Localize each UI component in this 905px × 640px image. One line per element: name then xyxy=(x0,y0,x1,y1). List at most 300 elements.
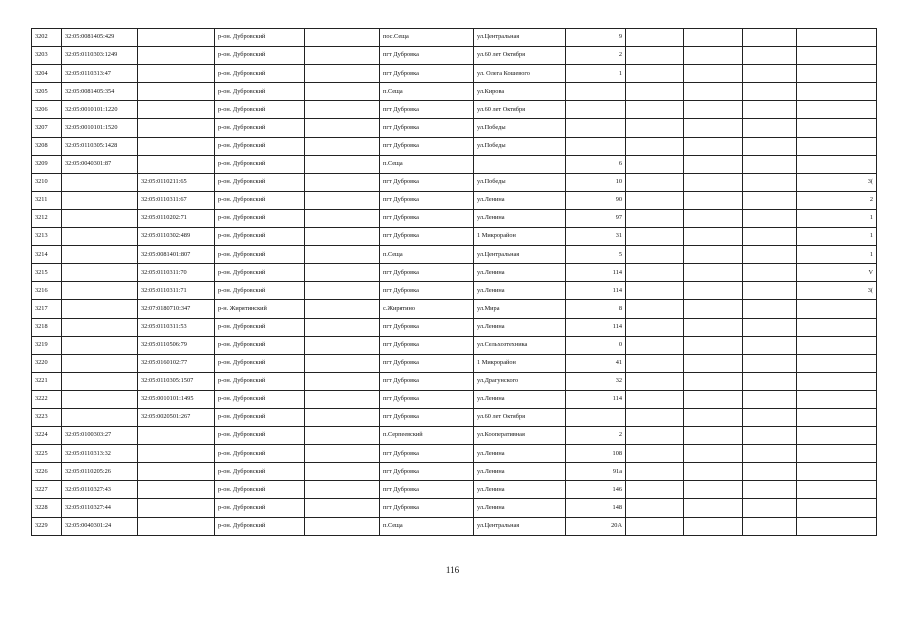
cadastral-number-cell xyxy=(62,372,138,390)
street-cell xyxy=(474,155,566,173)
empty-cell xyxy=(305,390,380,408)
extra-cell-2 xyxy=(684,209,743,227)
extra-cell-3 xyxy=(743,517,797,535)
district-cell: р-он. Дубровский xyxy=(215,119,305,137)
extra-cell-2 xyxy=(684,173,743,191)
district-cell: р-он. Дубровский xyxy=(215,83,305,101)
extra-cell-3 xyxy=(743,336,797,354)
extra-cell-3 xyxy=(743,282,797,300)
table-row xyxy=(32,282,877,300)
empty-cell xyxy=(305,228,380,246)
row-number-cell: 3218 xyxy=(32,318,62,336)
row-number-cell: 3219 xyxy=(32,336,62,354)
empty-cell xyxy=(305,282,380,300)
extra-cell-2 xyxy=(684,228,743,246)
street-cell: ул.Ленина xyxy=(474,318,566,336)
street-cell: ул.Ленина xyxy=(474,499,566,517)
table-row xyxy=(32,101,877,119)
cadastral-number-alt-cell xyxy=(138,137,215,155)
cadastral-number-cell xyxy=(62,209,138,227)
district-cell: р-он. Дубровский xyxy=(215,372,305,390)
extra-cell-1 xyxy=(626,29,684,47)
table-row xyxy=(32,209,877,227)
settlement-cell: пгт Дубровка xyxy=(380,481,474,499)
cadastral-number-alt-cell: 32:05:0110311:53 xyxy=(138,318,215,336)
extra-cell-3 xyxy=(743,173,797,191)
extra-cell-2 xyxy=(684,264,743,282)
house-number-cell: 31 xyxy=(566,228,626,246)
cadastral-number-alt-cell xyxy=(138,101,215,119)
table-row xyxy=(32,228,877,246)
extra-cell-4: 1 xyxy=(797,228,877,246)
street-cell: ул.Драгунского xyxy=(474,372,566,390)
street-cell: ул.Ленина xyxy=(474,209,566,227)
cadastral-number-alt-cell xyxy=(138,29,215,47)
row-number-cell: 3203 xyxy=(32,47,62,65)
extra-cell-3 xyxy=(743,390,797,408)
cadastral-number-alt-cell xyxy=(138,47,215,65)
row-number-cell: 3229 xyxy=(32,517,62,535)
cadastral-number-alt-cell xyxy=(138,65,215,83)
extra-cell-3 xyxy=(743,372,797,390)
house-number-cell: 1 xyxy=(566,65,626,83)
street-cell: ул.Ленина xyxy=(474,264,566,282)
table-row xyxy=(32,318,877,336)
extra-cell-4 xyxy=(797,408,877,426)
empty-cell xyxy=(305,101,380,119)
empty-cell xyxy=(305,173,380,191)
extra-cell-4 xyxy=(797,336,877,354)
cadastral-number-alt-cell: 32:05:0110311:67 xyxy=(138,191,215,209)
extra-cell-1 xyxy=(626,47,684,65)
extra-cell-1 xyxy=(626,427,684,445)
settlement-cell: пгт Дубровка xyxy=(380,173,474,191)
district-cell: р-он. Дубровский xyxy=(215,264,305,282)
extra-cell-2 xyxy=(684,191,743,209)
extra-cell-2 xyxy=(684,463,743,481)
extra-cell-4 xyxy=(797,372,877,390)
cadastral-number-alt-cell: 32:05:0110305:1507 xyxy=(138,372,215,390)
extra-cell-4 xyxy=(797,354,877,372)
extra-cell-4 xyxy=(797,463,877,481)
empty-cell xyxy=(305,65,380,83)
house-number-cell: 6 xyxy=(566,155,626,173)
settlement-cell: пос.Сеща xyxy=(380,29,474,47)
settlement-cell: пгт Дубровка xyxy=(380,390,474,408)
empty-cell xyxy=(305,427,380,445)
cadastral-number-cell: 32:05:0100303:27 xyxy=(62,427,138,445)
street-cell: ул.Центральная xyxy=(474,517,566,535)
row-number-cell: 3222 xyxy=(32,390,62,408)
cadastral-number-alt-cell: 32:07:0180710:347 xyxy=(138,300,215,318)
extra-cell-3 xyxy=(743,191,797,209)
registry-table-sheet xyxy=(31,28,876,536)
extra-cell-3 xyxy=(743,300,797,318)
extra-cell-3 xyxy=(743,354,797,372)
extra-cell-2 xyxy=(684,427,743,445)
house-number-cell: 32 xyxy=(566,372,626,390)
street-cell: ул.Победы xyxy=(474,173,566,191)
extra-cell-1 xyxy=(626,408,684,426)
house-number-cell xyxy=(566,101,626,119)
house-number-cell: 90 xyxy=(566,191,626,209)
street-cell: ул.Ленина xyxy=(474,191,566,209)
extra-cell-2 xyxy=(684,354,743,372)
extra-cell-2 xyxy=(684,47,743,65)
house-number-cell xyxy=(566,119,626,137)
district-cell: р-он. Дубровский xyxy=(215,191,305,209)
extra-cell-2 xyxy=(684,282,743,300)
table-row xyxy=(32,517,877,535)
empty-cell xyxy=(305,499,380,517)
district-cell: р-он. Дубровский xyxy=(215,427,305,445)
house-number-cell: 10 xyxy=(566,173,626,191)
extra-cell-3 xyxy=(743,264,797,282)
table-row xyxy=(32,463,877,481)
settlement-cell: пгт Дубровка xyxy=(380,408,474,426)
extra-cell-1 xyxy=(626,137,684,155)
row-number-cell: 3224 xyxy=(32,427,62,445)
extra-cell-3 xyxy=(743,481,797,499)
street-cell: 1 Микрорайон xyxy=(474,228,566,246)
table-row xyxy=(32,155,877,173)
street-cell: ул.Ленина xyxy=(474,390,566,408)
street-cell: ул.Ленина xyxy=(474,445,566,463)
cadastral-number-cell: 32:05:0081405:429 xyxy=(62,29,138,47)
row-number-cell: 3213 xyxy=(32,228,62,246)
row-number-cell: 3217 xyxy=(32,300,62,318)
district-cell: р-он. Дубровский xyxy=(215,499,305,517)
extra-cell-1 xyxy=(626,499,684,517)
settlement-cell: пгт Дубровка xyxy=(380,65,474,83)
house-number-cell xyxy=(566,83,626,101)
cadastral-number-cell: 32:05:0110205:26 xyxy=(62,463,138,481)
settlement-cell: пгт Дубровка xyxy=(380,354,474,372)
extra-cell-4 xyxy=(797,155,877,173)
extra-cell-4: 1 xyxy=(797,246,877,264)
row-number-cell: 3212 xyxy=(32,209,62,227)
extra-cell-4 xyxy=(797,445,877,463)
extra-cell-2 xyxy=(684,65,743,83)
cadastral-number-alt-cell: 32:05:0081401:807 xyxy=(138,246,215,264)
cadastral-number-alt-cell xyxy=(138,481,215,499)
cadastral-number-alt-cell: 32:05:0110211:65 xyxy=(138,173,215,191)
table-row xyxy=(32,499,877,517)
cadastral-number-alt-cell: 32:05:0020501:267 xyxy=(138,408,215,426)
settlement-cell: пгт Дубровка xyxy=(380,191,474,209)
empty-cell xyxy=(305,300,380,318)
extra-cell-4 xyxy=(797,29,877,47)
house-number-cell: 114 xyxy=(566,318,626,336)
empty-cell xyxy=(305,83,380,101)
street-cell: ул.60 лет Октября xyxy=(474,101,566,119)
table-row xyxy=(32,264,877,282)
extra-cell-1 xyxy=(626,282,684,300)
extra-cell-3 xyxy=(743,29,797,47)
row-number-cell: 3215 xyxy=(32,264,62,282)
table-row xyxy=(32,29,877,47)
cadastral-number-alt-cell xyxy=(138,119,215,137)
extra-cell-2 xyxy=(684,372,743,390)
house-number-cell: 5 xyxy=(566,246,626,264)
settlement-cell: п.Серпеевский xyxy=(380,427,474,445)
extra-cell-1 xyxy=(626,517,684,535)
cadastral-number-cell: 32:05:0110303:1249 xyxy=(62,47,138,65)
row-number-cell: 3221 xyxy=(32,372,62,390)
empty-cell xyxy=(305,481,380,499)
settlement-cell: п.Сеща xyxy=(380,517,474,535)
street-cell: ул.Центральная xyxy=(474,29,566,47)
row-number-cell: 3209 xyxy=(32,155,62,173)
extra-cell-3 xyxy=(743,83,797,101)
extra-cell-2 xyxy=(684,155,743,173)
district-cell: р-он. Дубровский xyxy=(215,390,305,408)
row-number-cell: 3216 xyxy=(32,282,62,300)
empty-cell xyxy=(305,246,380,264)
cadastral-number-cell: 32:05:0110327:43 xyxy=(62,481,138,499)
extra-cell-3 xyxy=(743,463,797,481)
settlement-cell: пгт Дубровка xyxy=(380,445,474,463)
house-number-cell: 114 xyxy=(566,282,626,300)
street-cell: ул.60 лет Октября xyxy=(474,47,566,65)
street-cell: ул.Ленина xyxy=(474,463,566,481)
cadastral-number-alt-cell xyxy=(138,445,215,463)
house-number-cell xyxy=(566,137,626,155)
settlement-cell: пгт Дубровка xyxy=(380,137,474,155)
settlement-cell: пгт Дубровка xyxy=(380,499,474,517)
extra-cell-1 xyxy=(626,119,684,137)
cadastral-number-cell: 32:05:0110313:47 xyxy=(62,65,138,83)
table-row xyxy=(32,427,877,445)
empty-cell xyxy=(305,137,380,155)
extra-cell-1 xyxy=(626,83,684,101)
extra-cell-3 xyxy=(743,246,797,264)
table-row xyxy=(32,119,877,137)
settlement-cell: п.Сеща xyxy=(380,246,474,264)
extra-cell-2 xyxy=(684,119,743,137)
settlement-cell: п.Сеща xyxy=(380,83,474,101)
extra-cell-4 xyxy=(797,83,877,101)
cadastral-number-cell: 32:05:0010101:1220 xyxy=(62,101,138,119)
settlement-cell: пгт Дубровка xyxy=(380,101,474,119)
settlement-cell: пгт Дубровка xyxy=(380,463,474,481)
cadastral-number-cell: 32:05:0110313:32 xyxy=(62,445,138,463)
cadastral-number-cell xyxy=(62,173,138,191)
cadastral-number-cell xyxy=(62,390,138,408)
extra-cell-1 xyxy=(626,481,684,499)
district-cell: р-он. Дубровский xyxy=(215,517,305,535)
extra-cell-4 xyxy=(797,101,877,119)
street-cell: ул. Олега Кошевого xyxy=(474,65,566,83)
house-number-cell: 146 xyxy=(566,481,626,499)
extra-cell-4 xyxy=(797,65,877,83)
extra-cell-1 xyxy=(626,209,684,227)
extra-cell-4 xyxy=(797,517,877,535)
empty-cell xyxy=(305,445,380,463)
house-number-cell: 108 xyxy=(566,445,626,463)
street-cell: ул.Сельхозтехника xyxy=(474,336,566,354)
extra-cell-4 xyxy=(797,499,877,517)
extra-cell-1 xyxy=(626,246,684,264)
cadastral-number-cell: 32:05:0040301:87 xyxy=(62,155,138,173)
table-row xyxy=(32,408,877,426)
settlement-cell: пгт Дубровка xyxy=(380,228,474,246)
district-cell: р-он. Дубровский xyxy=(215,209,305,227)
cadastral-number-cell: 32:05:0081405:354 xyxy=(62,83,138,101)
settlement-cell: пгт Дубровка xyxy=(380,264,474,282)
district-cell: р-он. Дубровский xyxy=(215,481,305,499)
district-cell: р-он. Дубровский xyxy=(215,29,305,47)
settlement-cell: пгт Дубровка xyxy=(380,209,474,227)
extra-cell-4 xyxy=(797,47,877,65)
cadastral-number-alt-cell: 32:05:0110311:71 xyxy=(138,282,215,300)
extra-cell-4 xyxy=(797,137,877,155)
extra-cell-4: V xyxy=(797,264,877,282)
row-number-cell: 3226 xyxy=(32,463,62,481)
house-number-cell: 9 xyxy=(566,29,626,47)
district-cell: р-он. Дубровский xyxy=(215,173,305,191)
district-cell: р-он. Дубровский xyxy=(215,408,305,426)
extra-cell-3 xyxy=(743,408,797,426)
extra-cell-1 xyxy=(626,173,684,191)
cadastral-number-cell xyxy=(62,228,138,246)
district-cell: р-он. Дубровский xyxy=(215,318,305,336)
extra-cell-1 xyxy=(626,463,684,481)
cadastral-number-cell xyxy=(62,282,138,300)
table-row xyxy=(32,300,877,318)
cadastral-number-cell xyxy=(62,408,138,426)
extra-cell-4 xyxy=(797,318,877,336)
cadastral-number-cell xyxy=(62,318,138,336)
extra-cell-2 xyxy=(684,408,743,426)
extra-cell-1 xyxy=(626,354,684,372)
extra-cell-3 xyxy=(743,445,797,463)
settlement-cell: пгт Дубровка xyxy=(380,282,474,300)
cadastral-number-cell xyxy=(62,336,138,354)
cadastral-number-alt-cell: 32:05:0010101:1495 xyxy=(138,390,215,408)
extra-cell-3 xyxy=(743,228,797,246)
district-cell: р-он. Дубровский xyxy=(215,228,305,246)
row-number-cell: 3227 xyxy=(32,481,62,499)
row-number-cell: 3211 xyxy=(32,191,62,209)
cadastral-number-alt-cell xyxy=(138,427,215,445)
table-row xyxy=(32,336,877,354)
extra-cell-4 xyxy=(797,481,877,499)
district-cell: р-он. Дубровский xyxy=(215,155,305,173)
house-number-cell: 20А xyxy=(566,517,626,535)
extra-cell-4: 3( xyxy=(797,282,877,300)
house-number-cell: 8 xyxy=(566,300,626,318)
row-number-cell: 3207 xyxy=(32,119,62,137)
empty-cell xyxy=(305,209,380,227)
street-cell: ул.60 лет Октября xyxy=(474,408,566,426)
district-cell: р-он. Дубровский xyxy=(215,463,305,481)
table-row xyxy=(32,445,877,463)
extra-cell-2 xyxy=(684,246,743,264)
cadastral-number-cell: 32:05:0110305:1428 xyxy=(62,137,138,155)
extra-cell-3 xyxy=(743,119,797,137)
house-number-cell: 41 xyxy=(566,354,626,372)
street-cell: ул.Победы xyxy=(474,119,566,137)
district-cell: р-он. Дубровский xyxy=(215,246,305,264)
extra-cell-1 xyxy=(626,65,684,83)
empty-cell xyxy=(305,372,380,390)
table-row xyxy=(32,390,877,408)
extra-cell-4 xyxy=(797,119,877,137)
row-number-cell: 3228 xyxy=(32,499,62,517)
extra-cell-2 xyxy=(684,318,743,336)
settlement-cell: п.Сеща xyxy=(380,155,474,173)
table-row xyxy=(32,481,877,499)
empty-cell xyxy=(305,336,380,354)
row-number-cell: 3225 xyxy=(32,445,62,463)
table-row xyxy=(32,354,877,372)
extra-cell-1 xyxy=(626,372,684,390)
extra-cell-1 xyxy=(626,300,684,318)
empty-cell xyxy=(305,318,380,336)
street-cell: ул.Победы xyxy=(474,137,566,155)
extra-cell-3 xyxy=(743,101,797,119)
extra-cell-2 xyxy=(684,29,743,47)
row-number-cell: 3204 xyxy=(32,65,62,83)
cadastral-number-alt-cell xyxy=(138,499,215,517)
extra-cell-2 xyxy=(684,445,743,463)
street-cell: ул.Кирова xyxy=(474,83,566,101)
street-cell: ул.Центральная xyxy=(474,246,566,264)
extra-cell-3 xyxy=(743,65,797,83)
district-cell: р-он. Дубровский xyxy=(215,101,305,119)
cadastral-number-alt-cell xyxy=(138,83,215,101)
table-row xyxy=(32,137,877,155)
street-cell: 1 Микрорайон xyxy=(474,354,566,372)
extra-cell-4 xyxy=(797,427,877,445)
extra-cell-1 xyxy=(626,318,684,336)
registry-table xyxy=(31,28,877,536)
cadastral-number-alt-cell: 32:05:0110506:79 xyxy=(138,336,215,354)
extra-cell-2 xyxy=(684,517,743,535)
extra-cell-4: 2 xyxy=(797,191,877,209)
house-number-cell: 114 xyxy=(566,264,626,282)
district-cell: р-он. Дубровский xyxy=(215,47,305,65)
settlement-cell: с.Жирятино xyxy=(380,300,474,318)
table-row xyxy=(32,83,877,101)
cadastral-number-cell xyxy=(62,354,138,372)
district-cell: р-он. Дубровский xyxy=(215,445,305,463)
extra-cell-1 xyxy=(626,445,684,463)
house-number-cell xyxy=(566,408,626,426)
extra-cell-2 xyxy=(684,101,743,119)
cadastral-number-cell: 32:05:0010101:1520 xyxy=(62,119,138,137)
cadastral-number-cell: 32:05:0040301:24 xyxy=(62,517,138,535)
extra-cell-2 xyxy=(684,300,743,318)
cadastral-number-alt-cell: 32:05:0160102:77 xyxy=(138,354,215,372)
row-number-cell: 3214 xyxy=(32,246,62,264)
empty-cell xyxy=(305,191,380,209)
settlement-cell: пгт Дубровка xyxy=(380,336,474,354)
extra-cell-4 xyxy=(797,300,877,318)
empty-cell xyxy=(305,354,380,372)
street-cell: ул.Кооперативная xyxy=(474,427,566,445)
district-cell: р-он. Дубровский xyxy=(215,282,305,300)
cadastral-number-alt-cell xyxy=(138,517,215,535)
house-number-cell: 0 xyxy=(566,336,626,354)
extra-cell-1 xyxy=(626,155,684,173)
extra-cell-1 xyxy=(626,390,684,408)
district-cell: р-н. Жирятинский xyxy=(215,300,305,318)
settlement-cell: пгт Дубровка xyxy=(380,318,474,336)
extra-cell-2 xyxy=(684,481,743,499)
house-number-cell: 2 xyxy=(566,427,626,445)
